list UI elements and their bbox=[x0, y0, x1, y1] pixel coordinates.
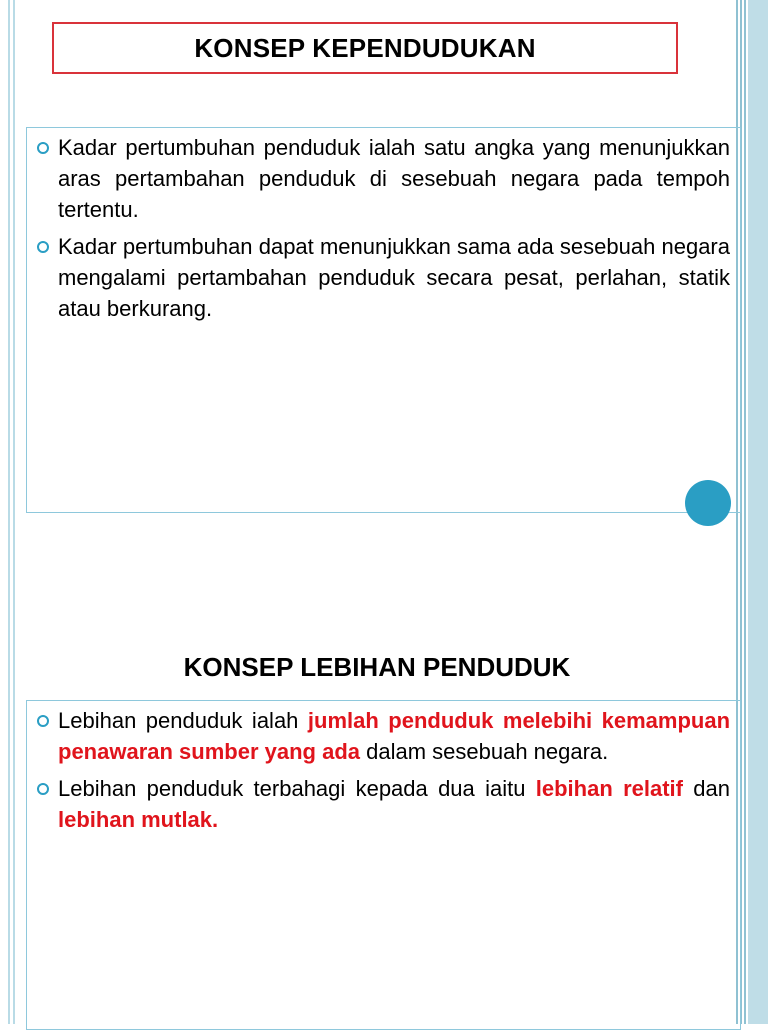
bullet-text-part: dalam sesebuah negara. bbox=[360, 739, 609, 764]
bullet-circle-icon bbox=[37, 783, 49, 795]
bullet-text: Kadar pertumbuhan dapat menunjukkan sama ada sesebuah negara mengalami pertambahan penduduk secara pesat, perlahan, statik atau berkurang. bbox=[58, 234, 730, 321]
list-item bbox=[33, 705, 730, 767]
list-item bbox=[33, 773, 730, 835]
slide-circle-ornament bbox=[685, 480, 731, 526]
section2-title: KONSEP LEBIHAN PENDUDUK bbox=[183, 652, 571, 682]
bullet-circle-icon bbox=[37, 142, 49, 154]
list-item bbox=[33, 132, 730, 225]
bullet-text: Kadar pertumbuhan penduduk ialah satu angka yang menunjukkan aras pertambahan penduduk di sesebuah negara pada tempoh tertentu. bbox=[58, 135, 730, 222]
section2-panel bbox=[26, 700, 741, 1030]
highlighted-text: lebihan mutlak. bbox=[58, 807, 219, 832]
bullet-circle-icon bbox=[37, 715, 49, 727]
section1-title: KONSEP KEPENDUDUKAN bbox=[52, 22, 678, 74]
bullet-circle-icon bbox=[37, 241, 49, 253]
left-guide-line bbox=[13, 0, 15, 1024]
bullet-text-part: Lebihan penduduk ialah bbox=[58, 708, 308, 733]
highlighted-text: lebihan relatif bbox=[535, 776, 683, 801]
section1-panel bbox=[26, 127, 741, 513]
section1-bullet-list bbox=[33, 132, 730, 324]
bullet-text-part: dan bbox=[682, 776, 730, 801]
left-guide-line bbox=[8, 0, 10, 1024]
bullet-text-part: Lebihan penduduk terbahagi kepada dua iaitu bbox=[58, 776, 536, 801]
section2-bullet-list bbox=[33, 705, 730, 835]
list-item bbox=[33, 231, 730, 324]
highlighted-text: jumlah penduduk melebihi kemampuan penawaran sumber yang ada bbox=[58, 708, 731, 764]
